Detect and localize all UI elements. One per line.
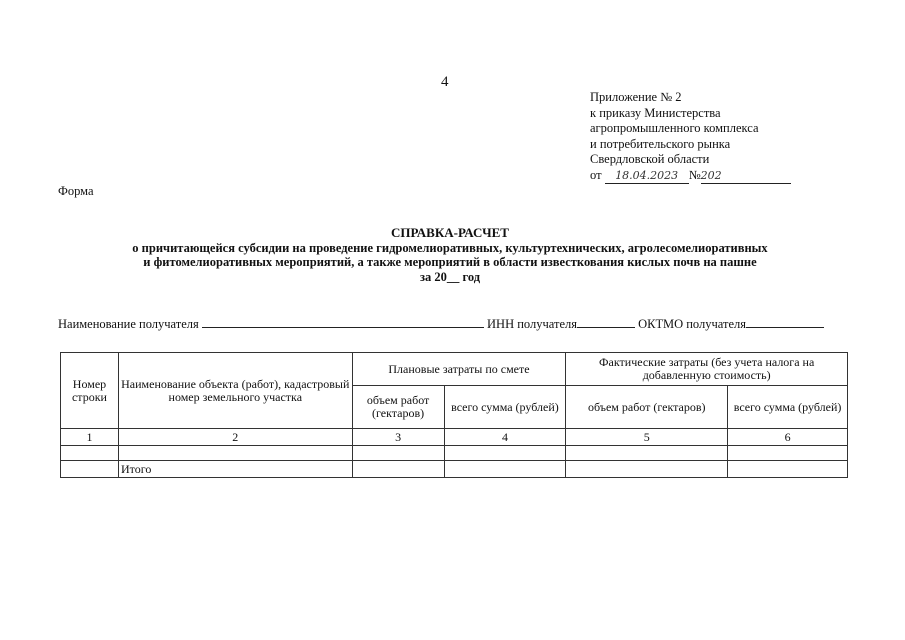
group-planned: Плановые затраты по смете [352, 353, 566, 386]
sub-actual-volume: объем работ (гектаров) [566, 386, 728, 429]
sub-planned-total: всего сумма (рублей) [444, 386, 566, 429]
appendix-block [590, 90, 791, 184]
sub-planned-volume: объем работ (гектаров) [352, 386, 444, 429]
handwritten-date: 18.04.2023 [615, 168, 679, 182]
date-prefix: от [590, 167, 602, 182]
column-number: 5 [566, 429, 728, 446]
column-number: 1 [61, 429, 119, 446]
inn-label: ИНН получателя [487, 317, 578, 331]
col-object-name: Наименование объекта (работ), кадастровый номер земельного участка [118, 353, 352, 429]
appendix-line: агропромышленного комплекса [590, 121, 759, 135]
appendix-line: Приложение № 2 [590, 90, 682, 104]
total-row [61, 461, 848, 478]
appendix-line: к приказу Министерства [590, 105, 721, 120]
calculation-table [60, 352, 848, 478]
total-label: Итого [118, 461, 352, 478]
table-cell[interactable] [61, 461, 119, 478]
page-number: 4 [441, 74, 449, 90]
title-line: о причитающейся субсидии на проведение гидромелиоративных, культуртехнических, агролесомелиоративных [132, 240, 768, 255]
appendix-line: и потребительского рынка [590, 136, 731, 151]
table-cell[interactable] [444, 461, 566, 478]
appendix-date-line [590, 168, 791, 185]
title-line: и фитомелиоративных мероприятий, а также мероприятий в области известкования кислых почв на пашне [143, 255, 757, 269]
oktmo-label: ОКТМО получателя [638, 317, 747, 331]
appendix-line: Свердловской области [590, 152, 710, 166]
number-field [701, 168, 791, 185]
table-cell[interactable] [444, 446, 566, 461]
table-cell[interactable] [566, 446, 728, 461]
column-number: 4 [444, 429, 566, 446]
column-number: 6 [728, 429, 848, 446]
table-cell[interactable] [728, 446, 848, 461]
recipient-name-field[interactable] [202, 317, 484, 328]
table-cell[interactable] [352, 446, 444, 461]
form-label: Форма [58, 184, 94, 198]
recipient-line [58, 317, 824, 332]
column-number: 3 [352, 429, 444, 446]
document-title [100, 226, 800, 284]
column-number-row [61, 429, 848, 446]
recipient-name-label: Наименование получателя [58, 317, 199, 331]
title-heading: СПРАВКА-РАСЧЕТ [391, 225, 509, 240]
table-cell[interactable] [566, 461, 728, 478]
date-field [605, 168, 689, 185]
col-row-number: Номер строки [61, 353, 119, 429]
oktmo-field[interactable] [746, 317, 824, 328]
table-row [61, 446, 848, 461]
inn-field[interactable] [577, 317, 635, 328]
table-cell[interactable] [352, 461, 444, 478]
handwritten-number: 202 [700, 168, 722, 182]
number-prefix: № [688, 167, 701, 182]
table-cell[interactable] [728, 461, 848, 478]
title-year: за 20__ год [419, 269, 481, 284]
column-number: 2 [118, 429, 352, 446]
sub-actual-total: всего сумма (рублей) [728, 386, 848, 429]
header-row [61, 353, 848, 386]
group-actual: Фактические затраты (без учета налога на добавленную стоимость) [566, 353, 848, 386]
table-cell[interactable] [61, 446, 119, 461]
table-cell[interactable] [118, 446, 352, 461]
